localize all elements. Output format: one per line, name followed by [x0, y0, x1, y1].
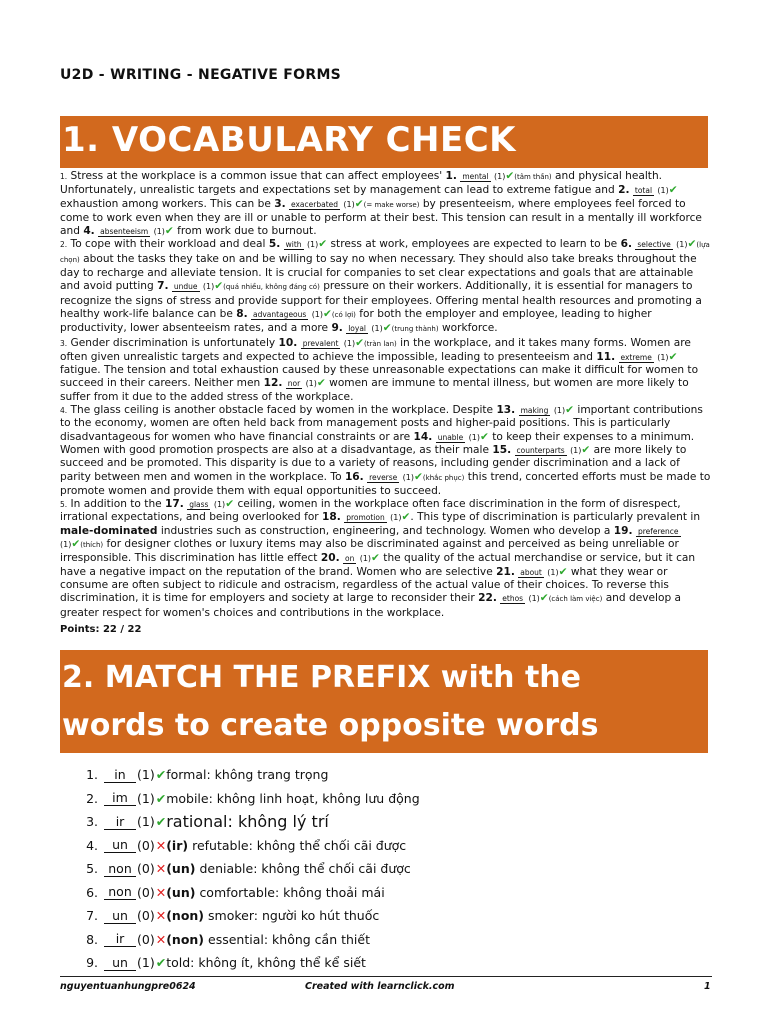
- score: (1): [137, 790, 155, 806]
- passage-text: to keep their expenses to a minimum. Women with good promotion prospects are also at a disadvantage, as their male: [60, 430, 695, 456]
- list-item: [60, 834, 708, 858]
- section-2-banner: [60, 650, 708, 753]
- answer-blank[interactable]: un: [104, 908, 136, 924]
- check-icon: ✔: [155, 790, 167, 806]
- passage-text: pressure on their workers. Additionally, it is essential for managers to recognize the signs of stress and provide support for their employees. Offering mental health resources and promoting a healthy work-life balance can be: [60, 280, 702, 320]
- paragraph-number: 3.: [60, 338, 68, 348]
- answer-blank[interactable]: mental: [462, 172, 489, 181]
- passage-text: are more likely to succeed and be promoted. This disparity is due to a variety of reasons, including gender discrimination and a lack of parity between men and women in the workplace. To: [60, 443, 687, 483]
- section-1-banner: 1. VOCABULARY CHECK: [60, 116, 708, 168]
- score: (1): [311, 309, 324, 319]
- paragraph-5: [60, 498, 712, 620]
- cross-icon: ✕: [155, 884, 167, 900]
- score: (1): [657, 352, 669, 362]
- answer-blank[interactable]: making: [520, 406, 549, 416]
- answer-blank[interactable]: ir: [104, 931, 136, 947]
- answer-blank[interactable]: total: [634, 186, 653, 196]
- question-number: 6.: [620, 238, 632, 251]
- answer-blank[interactable]: ir: [104, 814, 136, 830]
- question-number: 7.: [157, 280, 169, 293]
- check-icon: ✔: [505, 170, 515, 182]
- answer-blank[interactable]: with: [285, 240, 302, 250]
- gloss: (quá nhiều, không đáng có): [223, 283, 320, 292]
- points-total: Points: 22 / 22: [60, 624, 142, 635]
- score: (1): [657, 186, 669, 196]
- passage-text: for both the employer and employee, leading to higher productivity, lower absenteeism rates, and a more: [60, 307, 652, 335]
- answer-blank[interactable]: un: [104, 955, 136, 971]
- check-icon: ✔: [354, 197, 364, 210]
- passage-text: To cope with their workload and deal: [70, 238, 269, 251]
- check-icon: ✔: [581, 443, 591, 456]
- bold-term: male-dominated: [60, 524, 158, 537]
- score: (1): [213, 500, 226, 510]
- score: (1): [570, 445, 582, 455]
- question-number: 20.: [320, 552, 340, 565]
- answer-blank[interactable]: counterparts: [516, 445, 565, 455]
- score: (1): [137, 955, 155, 971]
- question-number: 1.: [445, 170, 457, 182]
- paragraph-number: 1.: [60, 172, 68, 181]
- passage-text: and physical health. Unfortunately, unrealistic targets and expectations set by management can lead to extreme fatigue and: [60, 170, 663, 197]
- vocabulary-text: [60, 170, 712, 620]
- question-number: 5.: [268, 238, 281, 251]
- passage-text: Gender discrimination is unfortunately: [70, 336, 279, 349]
- check-icon: ✔: [155, 814, 167, 830]
- item-number: 5.: [86, 861, 98, 877]
- passage-text: industries such as construction, engineering, and technology. Women who develop a: [157, 524, 614, 537]
- check-icon: ✔: [558, 565, 568, 578]
- cross-icon: ✕: [155, 861, 167, 877]
- item-number: 1.: [86, 767, 98, 783]
- score: (0): [137, 931, 155, 947]
- question-number: 14.: [413, 430, 433, 443]
- check-icon: ✔: [371, 552, 380, 565]
- correct-answer: (ir): [166, 837, 189, 853]
- list-item: [60, 810, 708, 834]
- paragraph-2: [60, 238, 712, 336]
- answer-blank[interactable]: on: [344, 554, 355, 564]
- gloss: (cách làm việc): [548, 595, 603, 604]
- score: (1): [343, 199, 355, 209]
- passage-text: important contributions to the economy, women are often held back from management posts and higher-paid positions. This is particularly disadvantageous for women who have financial constraints or are: [60, 404, 703, 443]
- score: (1): [137, 814, 155, 830]
- answer-blank[interactable]: im: [104, 790, 136, 806]
- question-number: 8.: [236, 307, 248, 320]
- footer-credit: Created with learnclick.com: [305, 981, 455, 992]
- passage-text: fatigue. The tension and total exhaustion caused by these unreasonable expectations can make it difficult for women to succeed in their careers. Neither men: [60, 364, 699, 390]
- word-definition: smoker: người ko hút thuốc: [208, 908, 380, 924]
- passage-text: this trend, concerted efforts must be made to promote women and provide them with equal opportunities to succeed.: [60, 470, 711, 497]
- score: (0): [137, 861, 155, 877]
- passage-text: and develop a greater respect for women's choices and contributions in the workplace.: [60, 592, 682, 619]
- list-item: [60, 928, 708, 952]
- question-number: 4.: [83, 225, 95, 238]
- question-number: 15.: [492, 443, 512, 456]
- section-2-title-line-2: words to create opposite words: [62, 708, 599, 743]
- check-icon: ✔: [382, 322, 392, 335]
- question-number: 13.: [496, 404, 516, 417]
- answer-blank[interactable]: about: [520, 567, 542, 577]
- footer-username: nguyentuanhungpre0624: [60, 981, 196, 992]
- question-number: 17.: [165, 498, 184, 511]
- score: (1): [202, 282, 215, 292]
- passage-text: ceiling, women in the workplace often face discrimination in the form of disrespect, irrational expectations, and being overlooked for: [60, 498, 681, 524]
- answer-blank[interactable]: non: [104, 884, 136, 900]
- passage-text: by presenteeism, where employees feel forced to come to work even when they are ill or unable to perform at their best. This tension can result in a mentally ill workforce and: [60, 197, 702, 238]
- score: (1): [153, 227, 165, 237]
- passage-text: The glass ceiling is another obstacle faced by women in the workplace. Despite: [70, 404, 497, 417]
- score: (1): [359, 554, 372, 564]
- answer-blank[interactable]: non: [104, 861, 136, 877]
- passage-text: in the workplace, and it takes many forms. Women are often given unrealistic targets and expected to achieve the impossible, leading to presenteeism and: [60, 336, 691, 363]
- passage-text: for designer clothes or luxury items may also be discriminated against and perceived as being unreliable or irresponsible. This discrimination has little effect: [60, 538, 679, 565]
- check-icon: ✔: [214, 280, 224, 293]
- list-item: [60, 904, 708, 928]
- check-icon: ✔: [318, 238, 328, 251]
- answer-blank[interactable]: extreme: [620, 352, 652, 362]
- word-definition: told: không ít, không thể kể siết: [166, 955, 366, 971]
- cross-icon: ✕: [155, 908, 167, 924]
- gloss: (thích): [80, 541, 104, 550]
- check-icon: ✔: [539, 592, 549, 605]
- check-icon: ✔: [565, 404, 575, 417]
- gloss: (khắc phục): [422, 473, 465, 482]
- question-number: 12.: [263, 377, 283, 390]
- score: (1): [493, 172, 506, 181]
- check-icon: ✔: [164, 225, 174, 238]
- word-definition: refutable: không thể chối cãi được: [192, 837, 407, 853]
- check-icon: ✔: [668, 184, 678, 197]
- cross-icon: ✕: [155, 931, 167, 947]
- section-2-title-line-1: 2. MATCH THE PREFIX with the: [62, 660, 581, 695]
- answer-blank[interactable]: selective: [637, 240, 671, 250]
- score: (0): [137, 908, 155, 924]
- answer-blank[interactable]: absenteeism: [100, 227, 149, 237]
- check-icon: ✔: [155, 955, 167, 971]
- answer-blank[interactable]: nor: [287, 379, 301, 389]
- score: (1): [528, 594, 540, 604]
- score: (0): [137, 884, 155, 900]
- footer-divider: [60, 976, 712, 977]
- list-item: [60, 857, 708, 881]
- question-number: 21.: [496, 565, 515, 578]
- check-icon: ✔: [355, 336, 365, 349]
- correct-answer: (un): [166, 861, 196, 877]
- word-definition: mobile: không linh hoạt, không lưu động: [166, 790, 420, 806]
- list-item: [60, 763, 708, 787]
- word-definition: comfortable: không thoải mái: [199, 884, 385, 900]
- score: (1): [371, 324, 383, 334]
- passage-text: In addition to the: [70, 498, 166, 511]
- paragraph-number: 5.: [60, 500, 68, 510]
- paragraph-4: [60, 404, 712, 498]
- item-number: 6.: [86, 884, 98, 900]
- word-definition: formal: không trang trọng: [166, 767, 329, 783]
- check-icon: ✔: [71, 538, 81, 551]
- score: (1): [553, 406, 566, 416]
- list-item: [60, 787, 708, 811]
- passage-text: about the tasks they take on and be willing to say no when necessary. They should also take breaks throughout the day to recharge and alleviate tension. It is crucial for companies to set clear expectations and goals that are attainable and avoid putting: [60, 252, 697, 293]
- passage-text: the quality of the actual merchandise or service, but it can have a negative impact on the reputation of the brand. Women who are selective: [60, 552, 696, 578]
- document-title: U2D - WRITING - NEGATIVE FORMS: [60, 67, 342, 83]
- passage-text: what they wear or consume are often subject to ridicule and ostracism, regardless of the actual value of their choices. To reverse this discrimination, it is time for employers and society at large to reconsider their: [60, 565, 669, 605]
- question-number: 18.: [322, 511, 341, 524]
- passage-text: workforce.: [438, 322, 498, 335]
- passage-text: from work due to burnout.: [173, 225, 317, 238]
- score: (1): [306, 240, 319, 250]
- list-item: [60, 881, 708, 905]
- cross-icon: ✕: [155, 837, 167, 853]
- check-icon: ✔: [323, 307, 332, 320]
- item-number: 3.: [86, 814, 98, 830]
- paragraph-number: 2.: [60, 240, 68, 250]
- score: (1): [402, 472, 415, 482]
- question-number: 19.: [613, 524, 633, 537]
- answer-blank[interactable]: loyal: [348, 324, 367, 334]
- answer-blank[interactable]: promotion: [346, 513, 385, 523]
- correct-answer: (non): [166, 908, 205, 924]
- question-number: 11.: [596, 350, 616, 363]
- answer-blank[interactable]: advantageous: [253, 309, 307, 319]
- correct-answer: (un): [166, 884, 196, 900]
- paragraph-3: [60, 337, 712, 404]
- check-icon: ✔: [668, 350, 678, 363]
- passage-text: women are immune to mental illness, but women are more likely to suffer from it due to the added stress of the workplace.: [60, 377, 689, 403]
- score: (1): [468, 432, 480, 442]
- question-number: 10.: [278, 336, 298, 349]
- check-icon: ✔: [155, 767, 167, 783]
- answer-blank[interactable]: ethos: [502, 594, 524, 604]
- item-number: 9.: [86, 955, 98, 971]
- check-icon: ✔: [687, 238, 697, 251]
- item-number: 7.: [86, 908, 98, 924]
- word-definition: deniable: không thể chối cãi được: [199, 861, 411, 877]
- answer-blank[interactable]: undue: [173, 282, 198, 292]
- answer-blank[interactable]: preference: [637, 526, 679, 536]
- score: (1): [547, 567, 559, 577]
- word-definition: rational: không lý trí: [166, 812, 329, 832]
- answer-blank[interactable]: exacerbated: [291, 199, 339, 209]
- prefix-match-list: [60, 763, 708, 975]
- correct-answer: (non): [166, 931, 205, 947]
- list-item: [60, 951, 708, 975]
- item-number: 2.: [86, 790, 98, 806]
- question-number: 9.: [331, 322, 343, 335]
- answer-blank[interactable]: unable: [437, 432, 464, 442]
- answer-blank[interactable]: reverse: [369, 472, 398, 482]
- question-number: 16.: [344, 470, 364, 483]
- word-definition: essential: không cần thiết: [208, 931, 370, 947]
- paragraph-1: [60, 170, 712, 238]
- passage-text: Stress at the workplace is a common issue that can affect employees': [70, 170, 446, 182]
- score: (1): [305, 379, 317, 389]
- check-icon: ✔: [479, 430, 489, 443]
- question-number: 22.: [478, 592, 497, 605]
- check-icon: ✔: [316, 377, 326, 390]
- item-number: 8.: [86, 931, 98, 947]
- score: (1): [676, 240, 688, 250]
- passage-text: stress at work, employees are expected to learn to be: [327, 238, 621, 251]
- score: (1): [60, 540, 72, 550]
- item-number: 4.: [86, 837, 98, 853]
- answer-blank[interactable]: un: [104, 837, 136, 853]
- question-number: 2.: [618, 184, 630, 197]
- score: (0): [137, 837, 155, 853]
- gloss: (tràn lan): [364, 339, 397, 348]
- gloss: (= make worse): [363, 200, 420, 209]
- passage-text: . This type of discrimination is particularly prevalent in: [410, 511, 701, 524]
- footer-page-number: 1: [704, 981, 711, 992]
- gloss: (tâm thần): [514, 173, 552, 181]
- score: (1): [343, 338, 356, 348]
- gloss: (trung thành): [391, 325, 439, 334]
- gloss: (lựa chọn): [60, 241, 710, 264]
- score: (1): [137, 767, 155, 783]
- answer-blank[interactable]: in: [104, 767, 136, 783]
- passage-text: exhaustion among workers. This can be: [60, 197, 275, 210]
- score: (1): [390, 513, 402, 523]
- check-icon: ✔: [401, 511, 411, 524]
- question-number: 3.: [274, 197, 286, 210]
- paragraph-number: 4.: [60, 406, 68, 416]
- check-icon: ✔: [225, 498, 235, 511]
- answer-blank[interactable]: glass: [189, 500, 209, 510]
- check-icon: ✔: [414, 470, 423, 483]
- answer-blank[interactable]: prevalent: [302, 338, 339, 348]
- gloss: (có lợi): [331, 310, 356, 319]
